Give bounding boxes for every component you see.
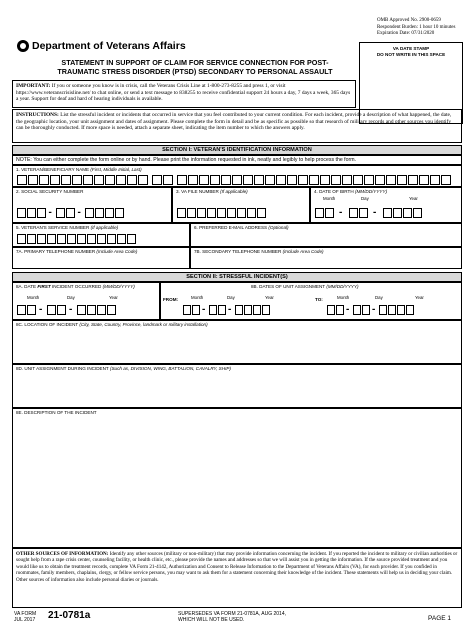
name-letter-box[interactable] (232, 175, 242, 185)
name-letter-box[interactable] (430, 175, 440, 185)
separator-dash: - (69, 304, 73, 315)
incident-month-label: Month (27, 295, 40, 300)
name-letter-box[interactable] (276, 175, 286, 185)
department-name: Department of Veterans Affairs (32, 40, 186, 52)
from-day-label: Day (227, 295, 235, 300)
form-date: JUL 2017 (14, 617, 36, 623)
digit-box[interactable] (97, 305, 106, 315)
form-number: 21-0781a (48, 610, 91, 621)
name-letter-box[interactable] (138, 175, 148, 185)
digit-box[interactable] (27, 234, 36, 244)
email-field[interactable] (190, 223, 462, 247)
name-letter-box[interactable] (94, 175, 104, 185)
digit-box[interactable] (315, 208, 324, 218)
digit-box[interactable] (359, 208, 368, 218)
digit-box[interactable] (336, 305, 344, 315)
name-letter-box[interactable] (320, 175, 330, 185)
va-form-label (14, 611, 36, 623)
digit-box[interactable] (57, 234, 66, 244)
digit-box[interactable] (27, 208, 36, 218)
section-2-header: SECTION II: STRESSFUL INCIDENT(S) (12, 272, 462, 282)
separator-dash: - (339, 207, 343, 218)
name-letter-box[interactable] (342, 175, 352, 185)
name-letter-box[interactable] (163, 175, 173, 185)
name-letter-box[interactable] (50, 175, 60, 185)
digit-box[interactable] (187, 208, 196, 218)
incident-description-field[interactable] (12, 408, 462, 548)
digit-box[interactable] (66, 208, 75, 218)
digit-box[interactable] (209, 305, 217, 315)
important-notice (12, 80, 356, 108)
digit-box[interactable] (413, 208, 422, 218)
supersedes-line-2: WHICH WILL NOT BE USED. (178, 617, 245, 623)
separator-dash: - (77, 207, 81, 218)
to-day-label: Day (375, 295, 383, 300)
digit-box[interactable] (353, 305, 361, 315)
digit-box[interactable] (207, 208, 216, 218)
digit-box[interactable] (95, 208, 104, 218)
digit-box[interactable] (362, 305, 370, 315)
separator-dash: - (48, 207, 52, 218)
digit-box[interactable] (97, 234, 106, 244)
dob-year-label: Year (409, 196, 418, 201)
digit-box[interactable] (17, 305, 26, 315)
digit-box[interactable] (262, 305, 270, 315)
name-letter-box[interactable] (188, 175, 198, 185)
important-label: IMPORTANT: (16, 83, 51, 89)
from-label: FROM: (163, 297, 179, 302)
stamp-line-2: DO NOT WRITE IN THIS SPACE (376, 52, 446, 57)
name-letter-box[interactable] (72, 175, 82, 185)
digit-box[interactable] (27, 305, 36, 315)
digit-box[interactable] (197, 208, 206, 218)
name-letter-box[interactable] (17, 175, 27, 185)
section-1-header: SECTION I: VETERAN'S IDENTIFICATION INFORMATION (12, 145, 462, 155)
name-letter-box[interactable] (364, 175, 374, 185)
digit-box[interactable] (388, 305, 396, 315)
other-sources-label: OTHER SOURCES OF INFORMATION: (16, 551, 109, 557)
separator-dash: - (372, 304, 376, 315)
digit-box[interactable] (247, 208, 256, 218)
page-number: PAGE 1 (428, 615, 452, 622)
ssn-field[interactable] (12, 187, 172, 223)
name-letter-box[interactable] (331, 175, 341, 185)
digit-box[interactable] (327, 305, 335, 315)
name-letter-box[interactable] (386, 175, 396, 185)
separator-dash: - (228, 304, 232, 315)
digit-box[interactable] (107, 305, 116, 315)
digit-box[interactable] (227, 208, 236, 218)
digit-box[interactable] (406, 305, 414, 315)
unit-assignment-dates-field[interactable] (160, 282, 462, 320)
unit-assignment-dates-label: 8B. DATES OF UNIT ASSIGNMENT (MM/DD/YYYY) (251, 284, 359, 289)
to-label: TO: (315, 297, 323, 302)
veteran-name-field[interactable] (12, 165, 462, 187)
veteran-name-input[interactable] (17, 175, 457, 186)
digit-box[interactable] (325, 208, 334, 218)
digit-box[interactable] (47, 234, 56, 244)
separator-dash: - (39, 304, 43, 315)
other-sources-info (12, 548, 462, 608)
supersedes-line-1: SUPERSEDES VA FORM 21-0781A, AUG 2014, (178, 611, 287, 617)
dob-month-label: Month (323, 196, 336, 201)
form-title (40, 58, 350, 76)
service-number-label: 5. VETERAN'S SERVICE NUMBER (If applicable) (16, 225, 119, 230)
important-text: If you or someone you know is in crisis, call the Veterans Crisis Line at 1-800-273-8255 and press 1, or visit https://www.veteranscrisisline.net/ to chat online, or send a text message to 838255 to receive confidential support 24 hours a day, 7 days a week, 365 days a year. Support for deaf and hard of hearing individuals is available. (16, 83, 351, 103)
stamp-line-1: VA DATE STAMP (392, 46, 430, 51)
name-letter-box[interactable] (127, 175, 137, 185)
name-letter-box[interactable] (309, 175, 319, 185)
name-letter-box[interactable] (408, 175, 418, 185)
supersedes-notice (178, 611, 286, 623)
va-form-text: VA FORM (14, 611, 37, 617)
name-letter-box[interactable] (105, 175, 115, 185)
digit-box[interactable] (349, 208, 358, 218)
instructions (12, 109, 462, 143)
digit-box[interactable] (183, 305, 191, 315)
expiration-date: Expiration Date: 07/31/2020 (377, 31, 435, 36)
primary-phone-label: 7A. PRIMARY TELEPHONE NUMBER (Include Area Code) (16, 249, 138, 254)
separator-dash: - (202, 304, 206, 315)
respondent-burden: Respondent Burden: 1 hour 10 minutes (377, 24, 456, 30)
digit-box[interactable] (37, 208, 46, 218)
name-letter-box[interactable] (83, 175, 93, 185)
to-month-label: Month (337, 295, 350, 300)
digit-box[interactable] (235, 305, 243, 315)
secondary-phone-label: 7B. SECONDARY TELEPHONE NUMBER (Include Area Code) (194, 249, 324, 254)
stamp-label (360, 46, 462, 58)
incident-location-label: 8C. LOCATION OF INCIDENT (City, State, Country, Province, landmark or military installation) (16, 322, 208, 327)
name-letter-box[interactable] (287, 175, 297, 185)
digit-box[interactable] (57, 305, 66, 315)
first-incident-date-label: 8A. DATE FIRST INCIDENT OCCURRED (MM/DD/YYYY) (16, 284, 135, 289)
from-year-label: Year (265, 295, 274, 300)
digit-box[interactable] (17, 234, 26, 244)
name-letter-box[interactable] (353, 175, 363, 185)
digit-box[interactable] (127, 234, 136, 244)
digit-box[interactable] (17, 208, 26, 218)
digit-box[interactable] (192, 305, 200, 315)
name-letter-box[interactable] (199, 175, 209, 185)
digit-box[interactable] (253, 305, 261, 315)
digit-box[interactable] (87, 234, 96, 244)
digit-box[interactable] (397, 305, 405, 315)
name-letter-box[interactable] (397, 175, 407, 185)
va-file-number-label: 3. VA FILE NUMBER (If applicable) (176, 189, 248, 194)
name-letter-box[interactable] (298, 175, 308, 185)
name-letter-box[interactable] (61, 175, 71, 185)
name-letter-box[interactable] (152, 175, 162, 185)
name-letter-box[interactable] (116, 175, 126, 185)
first-incident-date-field[interactable] (12, 282, 160, 320)
form-title-line-1: STATEMENT IN SUPPORT OF CLAIM FOR SERVICE CONNECTION FOR POST- (61, 58, 329, 67)
date-of-birth-field[interactable] (310, 187, 462, 223)
dob-label: 4. DATE OF BIRTH (MM/DD/YYYY) (314, 189, 388, 194)
name-letter-box[interactable] (375, 175, 385, 185)
from-month-label: Month (191, 295, 204, 300)
instructions-text: List the stressful incident or incidents that occurred in service that you feel contributed to your current condition. For each incident, provide a description of what happened, the date, the geographic location, your unit assignment and dates of assignment. Please complete the form in detail and be as specific as possible so that research of military records and other sources you identify can be thoroughly conducted. If more space is needed, attach a separate sheet, indicating the item number to which the answers apply. (16, 112, 452, 132)
name-letter-box[interactable] (441, 175, 451, 185)
name-letter-box[interactable] (210, 175, 220, 185)
unit-assignment-field[interactable] (12, 364, 462, 408)
secondary-phone-field[interactable] (190, 247, 462, 269)
dob-day-label: Day (361, 196, 369, 201)
unit-assignment-label: 8D. UNIT ASSIGNMENT DURING INCIDENT (Such as, DIVISION, WING, BATTALION, CAVALRY, SHIP) (16, 366, 231, 371)
digit-box[interactable] (85, 208, 94, 218)
digit-box[interactable] (77, 305, 86, 315)
name-letter-box[interactable] (419, 175, 429, 185)
ssn-label: 2. SOCIAL SECURITY NUMBER (16, 189, 84, 194)
digit-box[interactable] (77, 234, 86, 244)
section-1-note: NOTE: You can either complete the form online or by hand. Please print the information requested in ink, neatly and legibly to help process the form. (12, 155, 462, 165)
digit-box[interactable] (107, 234, 116, 244)
digit-box[interactable] (67, 234, 76, 244)
va-file-number-field[interactable] (172, 187, 310, 223)
va-seal-icon (17, 40, 29, 52)
digit-box[interactable] (217, 208, 226, 218)
name-letter-box[interactable] (39, 175, 49, 185)
digit-box[interactable] (257, 208, 266, 218)
name-letter-box[interactable] (243, 175, 253, 185)
email-label: 6. PREFERRED E-MAIL ADDRESS (Optional) (194, 225, 289, 230)
digit-box[interactable] (117, 234, 126, 244)
digit-box[interactable] (177, 208, 186, 218)
digit-box[interactable] (105, 208, 114, 218)
to-year-label: Year (415, 295, 424, 300)
digit-box[interactable] (393, 208, 402, 218)
omb-number: OMB Approved No. 2900-0659 (377, 18, 441, 23)
omb-info (377, 18, 455, 38)
name-letter-box[interactable] (28, 175, 38, 185)
other-sources-text: Identify any other sources (military or non-military) that may provide information concerning the incident. If you reported the incident to military or civilian authorities or sought help from a rape crisis center, counseling facility, or health clinic, etc., please provide the names and addresses so that we will assist you in getting the information. If the source provided treatment and you would like us to obtain the treatment records, complete VA Form 21-4142, Authorization and Consent to Release Information to the Department of Veterans Affairs (VA), for each provider. If you confided in roommates, family members, chaplains, clergy, or fellow service persons, you may want to ask them for a statement concerning their knowledge of the incident. These statements will help us in deciding your claim. Other sources of information also include personal diaries or journals. (16, 551, 458, 583)
digit-box[interactable] (383, 208, 392, 218)
digit-box[interactable] (379, 305, 387, 315)
digit-box[interactable] (237, 208, 246, 218)
separator-dash: - (346, 304, 350, 315)
incident-description-label: 8E. DESCRIPTION OF THE INCIDENT (16, 410, 97, 415)
incident-year-label: Year (109, 295, 118, 300)
incident-location-field[interactable] (12, 320, 462, 364)
form-title-line-2: TRAUMATIC STRESS DISORDER (PTSD) SECONDARY TO PERSONAL ASSAULT (57, 67, 333, 76)
name-letter-box[interactable] (265, 175, 275, 185)
digit-box[interactable] (403, 208, 412, 218)
digit-box[interactable] (56, 208, 65, 218)
digit-box[interactable] (244, 305, 252, 315)
incident-day-label: Day (67, 295, 75, 300)
digit-box[interactable] (218, 305, 226, 315)
digit-box[interactable] (37, 234, 46, 244)
digit-box[interactable] (87, 305, 96, 315)
name-letter-box[interactable] (221, 175, 231, 185)
digit-box[interactable] (47, 305, 56, 315)
service-number-field[interactable] (12, 223, 190, 247)
separator-dash: - (373, 207, 377, 218)
veteran-name-label: 1. VETERAN/BENEFICIARY NAME (First, Middle Initial, Last) (16, 167, 142, 172)
primary-phone-field[interactable] (12, 247, 190, 269)
instructions-label: INSTRUCTIONS: (16, 112, 59, 118)
name-letter-box[interactable] (254, 175, 264, 185)
name-letter-box[interactable] (177, 175, 187, 185)
digit-box[interactable] (115, 208, 124, 218)
